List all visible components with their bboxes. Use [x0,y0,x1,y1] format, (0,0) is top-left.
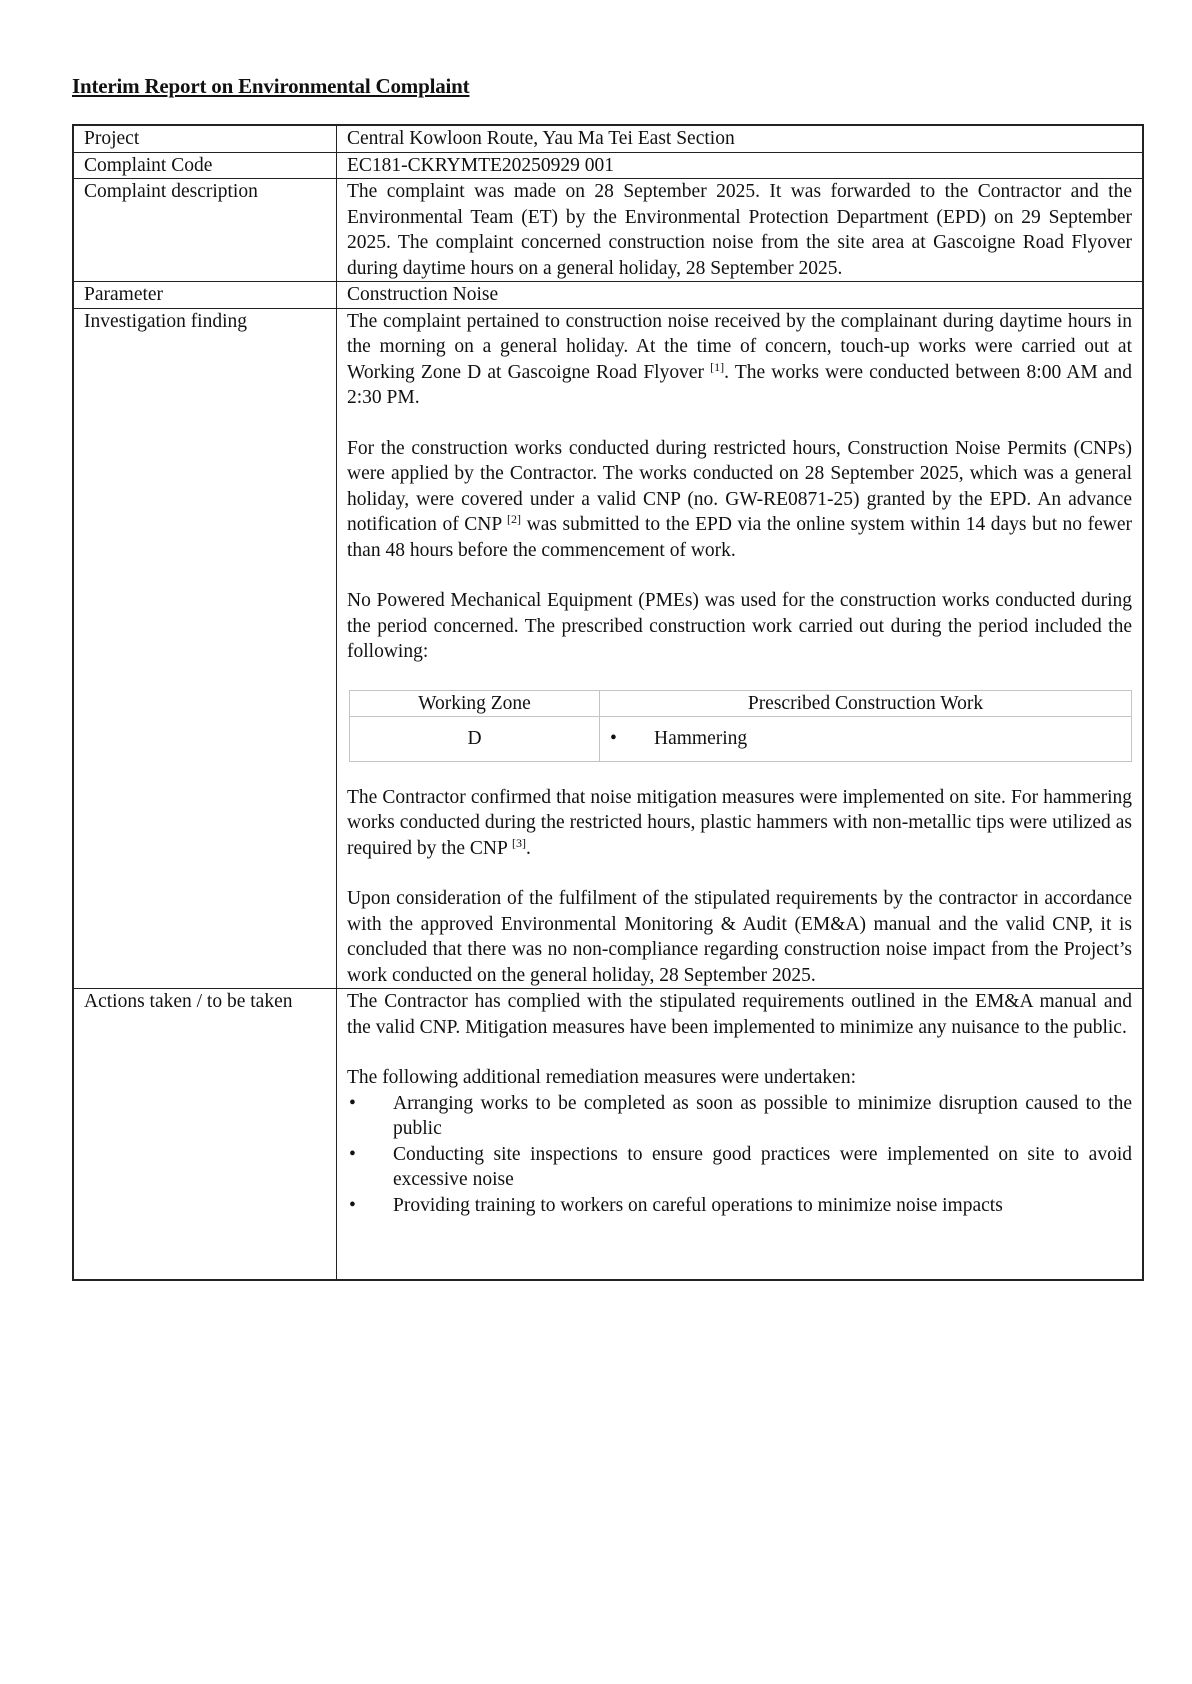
parameter-label: Parameter [73,282,337,309]
project-value: Central Kowloon Route, Yau Ma Tei East Section [337,125,1144,152]
row-actions [73,989,1143,1281]
row-investigation-finding [73,308,1143,989]
row-parameter [73,282,1143,309]
actions-label: Actions taken / to be taken [73,989,337,1281]
actions-value [337,989,1144,1281]
measure-item [347,1142,1132,1193]
actions-paragraph-2: The following additional remediation measures were undertaken: [347,1067,856,1088]
works-table-header [350,690,1132,716]
actions-paragraph-1: The Contractor has complied with the stipulated requirements outlined in the EM&A manual and the valid CNP. Mitigation measures have been implemented to minimize any nuisance to the public. [347,991,1132,1038]
document-title: Interim Report on Environmental Complaint [72,74,470,98]
finding-p1-text: The complaint pertained to construction noise received by the complainant during daytime hours in the morning on a general holiday. At the time of concern, touch-up works were carried out at Working Zone D at Gascoigne Road Flyover [347,310,1132,383]
measure-item [347,1193,1132,1219]
row-complaint-code [73,152,1143,179]
finding-paragraph-2 [347,436,1132,564]
finding-p1-text-end: . The works were conducted between 8:00 AM and 2:30 PM. [347,361,1133,408]
measure-text: Arranging works to be completed as soon as possible to minimize disruption caused to the public [393,1092,1132,1139]
finding-paragraph-5: Upon consideration of the fulfilment of the stipulated requirements by the contractor in accordance with the approved Environmental Monitoring & Audit (EM&A) manual and the valid CNP, it is concluded that there was no non-compliance regarding construction noise impact from the Project’s work conducted on the general holiday, 28 September 2025. [347,888,1132,986]
remediation-measures-list [347,1091,1132,1219]
prescribed-work-text: Hammering [654,728,748,749]
row-complaint-description [73,179,1143,282]
working-zone-cell: D [350,716,600,761]
investigation-finding-label: Investigation finding [73,308,337,989]
measure-item [347,1091,1132,1142]
footnote-ref-3: [3] [512,835,526,850]
bullet-icon: • [349,1194,356,1216]
finding-p4-text-end: . [526,837,531,859]
complaint-code-value: EC181-CKRYMTE20250929 001 [337,152,1144,179]
finding-paragraph-4 [347,785,1132,862]
finding-p2-text-end: was submitted to the EPD via the online system within 14 days but no fewer than 48 hours before the commencement of work. [347,514,1132,561]
works-table-row [350,716,1132,761]
complaint-code-label: Complaint Code [73,152,337,179]
finding-paragraph-1 [347,309,1132,411]
project-label: Project [73,125,337,152]
bullet-icon: • [610,728,617,749]
finding-paragraph-3: No Powered Mechanical Equipment (PMEs) was used for the construction works conducted during the period concerned. The prescribed construction work carried out during the period included the following: [347,590,1132,662]
prescribed-works-table [349,690,1132,762]
prescribed-work-cell [600,716,1132,761]
parameter-value: Construction Noise [337,282,1144,309]
finding-p2-text: For the construction works conducted during restricted hours, Construction Noise Permits (CNPs) were applied by the Contractor. The works conducted on 28 September 2025, which was a general holiday, were covered under a valid CNP (no. GW-RE0871-25) granted by the EPD. An advance notification of CNP [347,437,1132,535]
row-project [73,125,1143,152]
header-working-zone: Working Zone [350,690,600,716]
measure-text: Providing training to workers on careful operations to minimize noise impacts [393,1194,1003,1216]
complaint-description-value: The complaint was made on 28 September 2025. It was forwarded to the Contractor and the Environmental Team (ET) by the Environmental Protection Department (EPD) on 29 September 2025. The complaint concerned construction noise from the site area at Gascoigne Road Flyover during daytime hours on a general holiday, 28 September 2025. [337,179,1144,282]
footnote-ref-2: [2] [507,512,522,526]
complaint-report-table [72,124,1144,1281]
measure-text: Conducting site inspections to ensure good practices were implemented on site to avoid excessive noise [393,1143,1132,1190]
bullet-icon: • [349,1092,356,1114]
complaint-description-label: Complaint description [73,179,337,282]
footnote-ref-1: [1] [710,359,725,374]
bullet-icon: • [349,1143,356,1165]
header-prescribed-work: Prescribed Construction Work [600,690,1132,716]
investigation-finding-value [337,308,1144,989]
finding-p4-text: The Contractor confirmed that noise mitigation measures were implemented on site. For hammering works conducted during the restricted hours, plastic hammers with non-metallic tips were utilized as required by the CNP [347,786,1132,859]
